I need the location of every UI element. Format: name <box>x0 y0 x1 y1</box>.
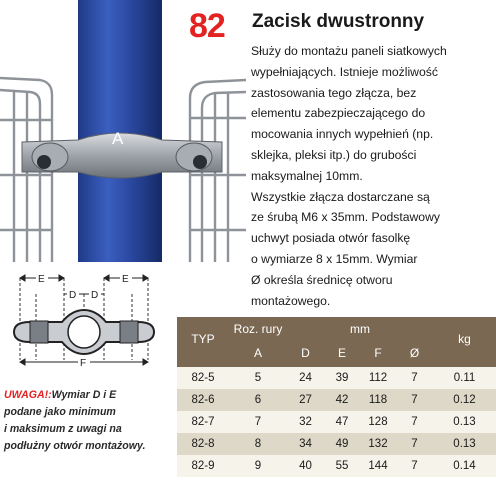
clamp-cross-section <box>14 310 154 354</box>
cell-kg: 0.11 <box>453 372 476 384</box>
cell-d: 27 <box>299 394 312 406</box>
description-line: Ø określa średnicę otworu <box>251 272 393 287</box>
cell-d: 40 <box>299 460 312 472</box>
description-line: maksymalnej 10mm. <box>251 168 363 183</box>
cell-a: 6 <box>254 394 262 406</box>
header-a: A <box>253 346 262 360</box>
header-kg: kg <box>458 332 471 346</box>
cell-kg: 0.13 <box>453 416 476 428</box>
table-row <box>177 389 496 411</box>
spec-table <box>177 317 496 480</box>
cell-e: 47 <box>335 416 349 428</box>
header-o: Ø <box>409 346 420 360</box>
cell-kg: 0.12 <box>453 394 476 406</box>
product-code: 82 <box>189 7 225 45</box>
cell-e: 55 <box>335 460 349 472</box>
header-typ: TYP <box>191 332 215 346</box>
cell-typ: 82-5 <box>191 372 215 384</box>
product-description <box>251 41 491 311</box>
description-line: Służy do montażu paneli siatkowych <box>251 44 447 58</box>
cell-d: 24 <box>299 372 312 384</box>
description-line: zastosowania tego złącza, bez <box>251 85 417 100</box>
cell-a: 9 <box>254 460 262 472</box>
warning-note-line: podane jako minimum <box>4 406 116 418</box>
description-line: uchwyt posiada otwór fasolkę <box>251 231 411 246</box>
description-line: wypełniających. Istnieje możliwość <box>251 64 438 79</box>
warning-label: UWAGA!: <box>4 389 52 401</box>
dim-label-f: F <box>80 358 87 369</box>
warning-note-line <box>4 387 174 404</box>
dim-label-e-left: E <box>38 274 45 285</box>
cell-a: 5 <box>254 372 262 384</box>
cell-typ: 82-9 <box>191 460 215 472</box>
cell-f: 144 <box>368 460 388 472</box>
cell-typ: 82-7 <box>191 416 215 428</box>
description-line: sklejka, pleksi itp.) do grubości <box>251 147 417 162</box>
cell-o: 7 <box>411 460 418 472</box>
table-row <box>177 411 496 433</box>
description-line: montażowego. <box>251 293 331 308</box>
description-line: mocowania innych wypełnień (np. <box>251 127 434 142</box>
table-row <box>177 367 496 389</box>
cell-o: 7 <box>411 438 418 450</box>
warning-note-text: Wymiar D i E <box>51 389 117 401</box>
cell-e: 49 <box>335 438 349 450</box>
table-row <box>177 433 496 455</box>
header-d: D <box>301 346 310 360</box>
cell-o: 7 <box>411 372 418 384</box>
dim-label-e-right: E <box>122 274 129 285</box>
warning-note-line: podłużny otwór montażowy. <box>4 440 146 452</box>
header-roz-rury: Roz. rury <box>233 322 283 336</box>
cell-d: 34 <box>299 438 312 450</box>
header-e: E <box>337 346 346 360</box>
cell-e: 42 <box>335 394 349 406</box>
description-line: elementu zabezpieczającego do <box>251 106 426 121</box>
cell-d: 32 <box>299 416 312 428</box>
cell-a: 8 <box>254 438 262 450</box>
dimension-diagram <box>0 266 168 370</box>
description-line: ze śrubą M6 x 35mm. Podstawowy <box>251 210 440 225</box>
cell-a: 7 <box>254 416 262 428</box>
cell-kg: 0.13 <box>453 438 476 450</box>
dim-label-d-right: D <box>91 290 99 301</box>
cell-f: 112 <box>368 372 388 384</box>
header-mm: mm <box>350 322 370 336</box>
product-title: Zacisk dwustronny <box>252 11 425 32</box>
description-line: o wymiarze 8 x 15mm. Wymiar <box>251 251 418 266</box>
dim-label-d-left: D <box>69 290 77 301</box>
cell-f: 128 <box>368 416 388 428</box>
header-f: F <box>374 346 382 360</box>
spec-table-header <box>177 317 496 367</box>
cell-o: 7 <box>411 416 418 428</box>
dimension-diagram-svg <box>0 266 168 370</box>
description-line: Wszystkie złącza dostarczane są <box>251 189 430 204</box>
cell-o: 7 <box>411 394 418 406</box>
photo-label: A <box>112 129 124 148</box>
warning-note-line: i maksimum z uwagi na <box>4 423 122 435</box>
cell-kg: 0.14 <box>453 460 476 472</box>
cell-f: 118 <box>368 394 388 406</box>
table-row <box>177 455 496 477</box>
cell-f: 132 <box>368 438 388 450</box>
cell-typ: 82-6 <box>191 394 215 406</box>
cell-typ: 82-8 <box>191 438 215 450</box>
cell-e: 39 <box>335 372 349 384</box>
warning-note <box>4 387 174 455</box>
